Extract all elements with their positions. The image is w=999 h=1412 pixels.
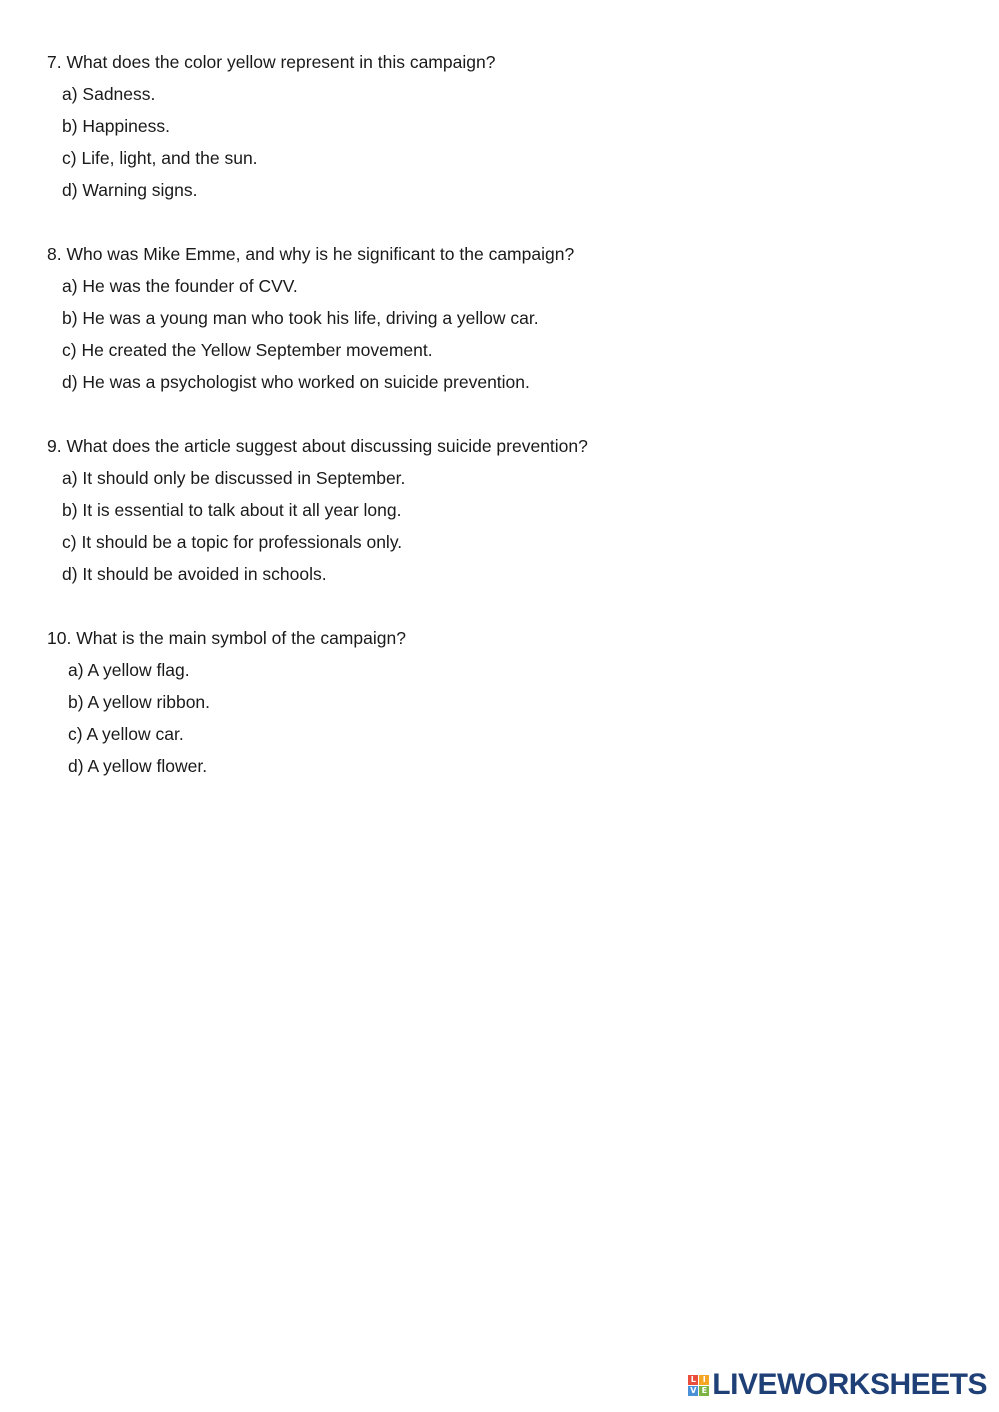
brand-name: LIVEWORKSHEETS [712,1368,987,1401]
logo-cell-l: L [688,1375,698,1385]
option-b: b) It is essential to talk about it all year long. [62,500,402,520]
option-b: b) Happiness. [62,116,170,136]
question-10 [47,622,947,782]
logo-cell-i: I [699,1375,709,1385]
option-c: c) It should be a topic for professionals only. [62,532,403,552]
option-d: d) It should be avoided in schools. [62,564,327,584]
option-b: b) A yellow ribbon. [68,692,211,712]
option-a: a) Sadness. [62,84,156,104]
question-7 [47,46,947,206]
option-d: d) A yellow flower. [68,756,208,776]
option-c: c) A yellow car. [68,724,184,744]
question-text: 10. What is the main symbol of the campaign? [47,628,406,648]
option-a: a) He was the founder of CVV. [62,276,298,296]
option-a: a) It should only be discussed in September. [62,468,406,488]
question-8 [47,238,947,398]
worksheet-questions [47,46,947,814]
option-c: c) He created the Yellow September movement. [62,340,433,360]
question-text: 8. Who was Mike Emme, and why is he significant to the campaign? [47,244,575,264]
option-b: b) He was a young man who took his life, driving a yellow car. [62,308,539,328]
liveworksheets-logo [688,1370,987,1400]
option-d: d) He was a psychologist who worked on suicide prevention. [62,372,530,392]
live-grid-icon [688,1375,709,1396]
question-text: 9. What does the article suggest about discussing suicide prevention? [47,436,588,456]
logo-cell-v: V [690,1385,697,1395]
option-a: a) A yellow flag. [68,660,190,680]
option-c: c) Life, light, and the sun. [62,148,258,168]
logo-cell-e: E [699,1386,709,1396]
option-d: d) Warning signs. [62,180,198,200]
question-9 [47,430,947,590]
question-text: 7. What does the color yellow represent in this campaign? [47,52,496,72]
